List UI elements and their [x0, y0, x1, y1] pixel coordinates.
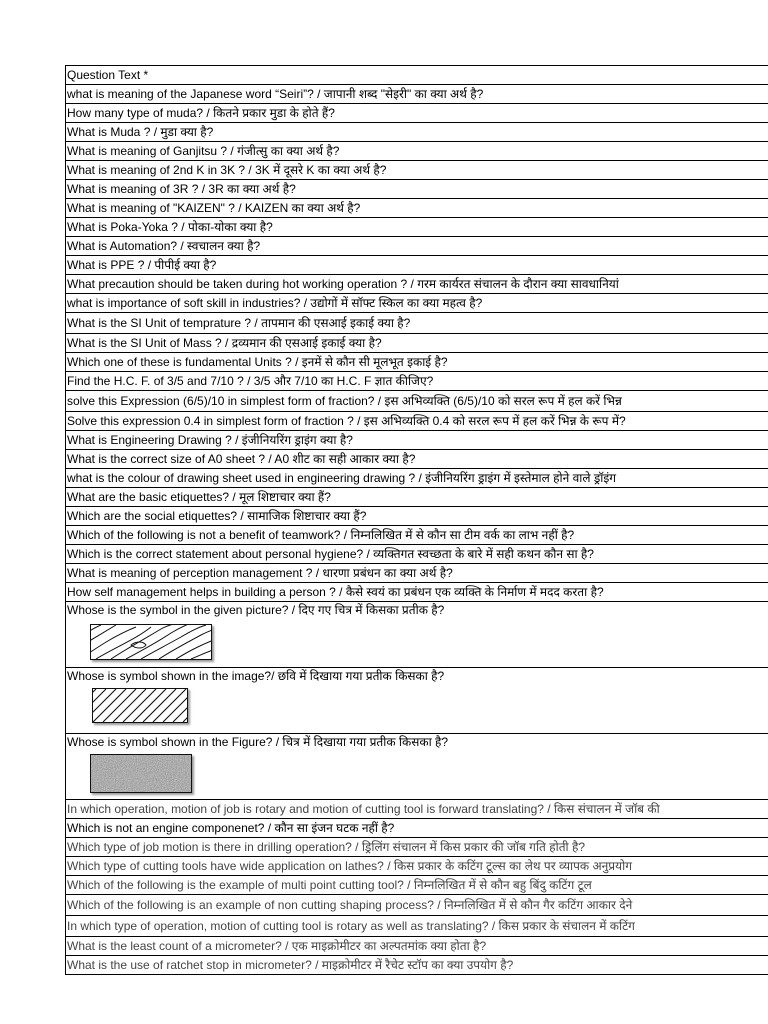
question-text: Whose is the symbol in the given picture? / दिए गए चित्र में किसका प्रतीक है? [67, 603, 445, 617]
wood-grain-symbol-image [90, 624, 212, 660]
question-cell: In which operation, motion of job is rotary and motion of cutting tool is forward translating? / किस संचालन में जॉब की [66, 800, 768, 819]
question-cell: Which is the correct statement about personal hygiene? / व्यक्तिगत स्वच्छता के बारे में सही कथन कौन सा है? [66, 545, 768, 564]
question-cell: How many type of muda? / कितने प्रकार मुडा के होते हैं? [66, 104, 768, 123]
question-text: Whose is symbol shown in the image?/ छवि में दिखाया गया प्रतीक किसका है? [67, 669, 445, 683]
question-cell: solve this Expression (6/5)/10 in simplest form of fraction? / इस अभिव्यक्ति (6/5)/10 को सरल रूप में हल करें भिन्न [66, 391, 768, 412]
question-cell: what is meaning of the Japanese word “Seiri”? / जापानी शब्द "सेइरी" का क्या अर्थ है? [66, 85, 768, 104]
speckled-symbol-image [90, 754, 192, 793]
question-cell: Which of the following is the example of multi point cutting tool? / निम्नलिखित में से कौन बहु बिंदु कटिंग टूल [66, 876, 768, 895]
question-cell: Find the H.C. F. of 3/5 and 7/10 ? / 3/5 और 7/10 का H.C. F ज्ञात कीजिए? [66, 372, 768, 391]
question-cell-with-image [66, 602, 768, 668]
question-cell: What is Engineering Drawing ? / इंजीनियरिंग ड्राइंग क्या है? [66, 431, 768, 450]
question-cell: Which of the following is not a benefit of teamwork? / निम्नलिखित में से कौन सा टीम वर्क का लाभ नहीं है? [66, 526, 768, 545]
question-cell: Which of the following is an example of non cutting shaping process? / निम्नलिखित में से कौन गैर कटिंग आकार देने [66, 895, 768, 916]
question-sheet [65, 65, 768, 975]
question-cell: Which are the social etiquettes? / सामाजिक शिष्टाचार क्या हैं? [66, 507, 768, 526]
question-cell: Which is not an engine componenet? / कौन सा इंजन घटक नहीं है? [66, 819, 768, 838]
question-cell: What is Poka-Yoka ? / पोका-योका क्या है? [66, 218, 768, 237]
question-text: Whose is symbol shown in the Figure? / चित्र में दिखाया गया प्रतीक किसका है? [67, 735, 449, 749]
question-cell: In which type of operation, motion of cutting tool is rotary as well as translating? / किस प्रकार के संचालन में कटिंग [66, 916, 768, 937]
question-cell: What is Muda ? / मुडा क्या है? [66, 123, 768, 142]
question-cell: What is the SI Unit of Mass ? / द्रव्यमान की एसआई इकाई क्या है? [66, 334, 768, 353]
question-cell: Solve this expression 0.4 in simplest form of fraction ? / इस अभिव्यक्ति 0.4 को सरल रूप में हल करें भिन्न के रूप में? [66, 412, 768, 431]
question-cell: What is the correct size of A0 sheet ? / A0 शीट का सही आकार क्या है? [66, 450, 768, 469]
question-cell: What is meaning of 3R ? / 3R का क्या अर्थ है? [66, 180, 768, 199]
question-cell: What is meaning of "KAIZEN" ? / KAIZEN का क्या अर्थ है? [66, 199, 768, 218]
question-cell: what is importance of soft skill in industries? / उद्योगों में सॉफ्ट स्किल का क्या महत्व है? [66, 294, 768, 313]
question-cell: How self management helps in building a person ? / कैसे स्वयं का प्रबंधन एक व्यक्ति के निर्माण में मदद करता है? [66, 583, 768, 602]
question-cell: What is meaning of Ganjitsu ? / गंजीत्सु का क्या अर्थ है? [66, 142, 768, 161]
question-cell-with-image [66, 734, 768, 800]
question-cell: What is meaning of 2nd K in 3K ? / 3K में दूसरे K का क्या अर्थ है? [66, 161, 768, 180]
question-cell: What is Automation? / स्वचालन क्या है? [66, 237, 768, 256]
question-cell: Which type of cutting tools have wide application on lathes? / किस प्रकार के कटिंग टूल्स का लेथ पर व्यापक अनुप्रयोग [66, 857, 768, 876]
question-cell: Which one of these is fundamental Units ? / इनमें से कौन सी मूलभूत इकाई है? [66, 353, 768, 372]
question-cell: What is PPE ? / पीपीई क्या है? [66, 256, 768, 275]
question-cell: What are the basic etiquettes? / मूल शिष्टाचार क्या हैं? [66, 488, 768, 507]
question-cell: What is the least count of a micrometer? / एक माइक्रोमीटर का अल्पतमांक क्या होता है? [66, 937, 768, 956]
question-cell: Which type of job motion is there in drilling operation? / ड्रिलिंग संचालन में किस प्रकार की जॉब गति होती है? [66, 838, 768, 857]
diagonal-hatch-symbol-image [92, 688, 188, 723]
question-cell: What precaution should be taken during hot working operation ? / गरम कार्यरत संचालन के दौरान क्या सावधानियां [66, 275, 768, 294]
header-cell: Question Text * [66, 66, 768, 85]
question-cell-with-image [66, 668, 768, 734]
question-cell: What is meaning of perception management ? / धारणा प्रबंधन का क्या अर्थ है? [66, 564, 768, 583]
question-cell: What is the use of ratchet stop in micrometer? / माइक्रोमीटर में रैचेट स्टॉप का क्या उपयोग है? [66, 956, 768, 975]
question-cell: What is the SI Unit of temprature ? / तापमान की एसआई इकाई क्या है? [66, 313, 768, 334]
question-cell: what is the colour of drawing sheet used in engineering drawing ? / इंजीनियरिंग ड्राइंग में इस्तेमाल होने वाले ड्रॉइंग [66, 469, 768, 488]
